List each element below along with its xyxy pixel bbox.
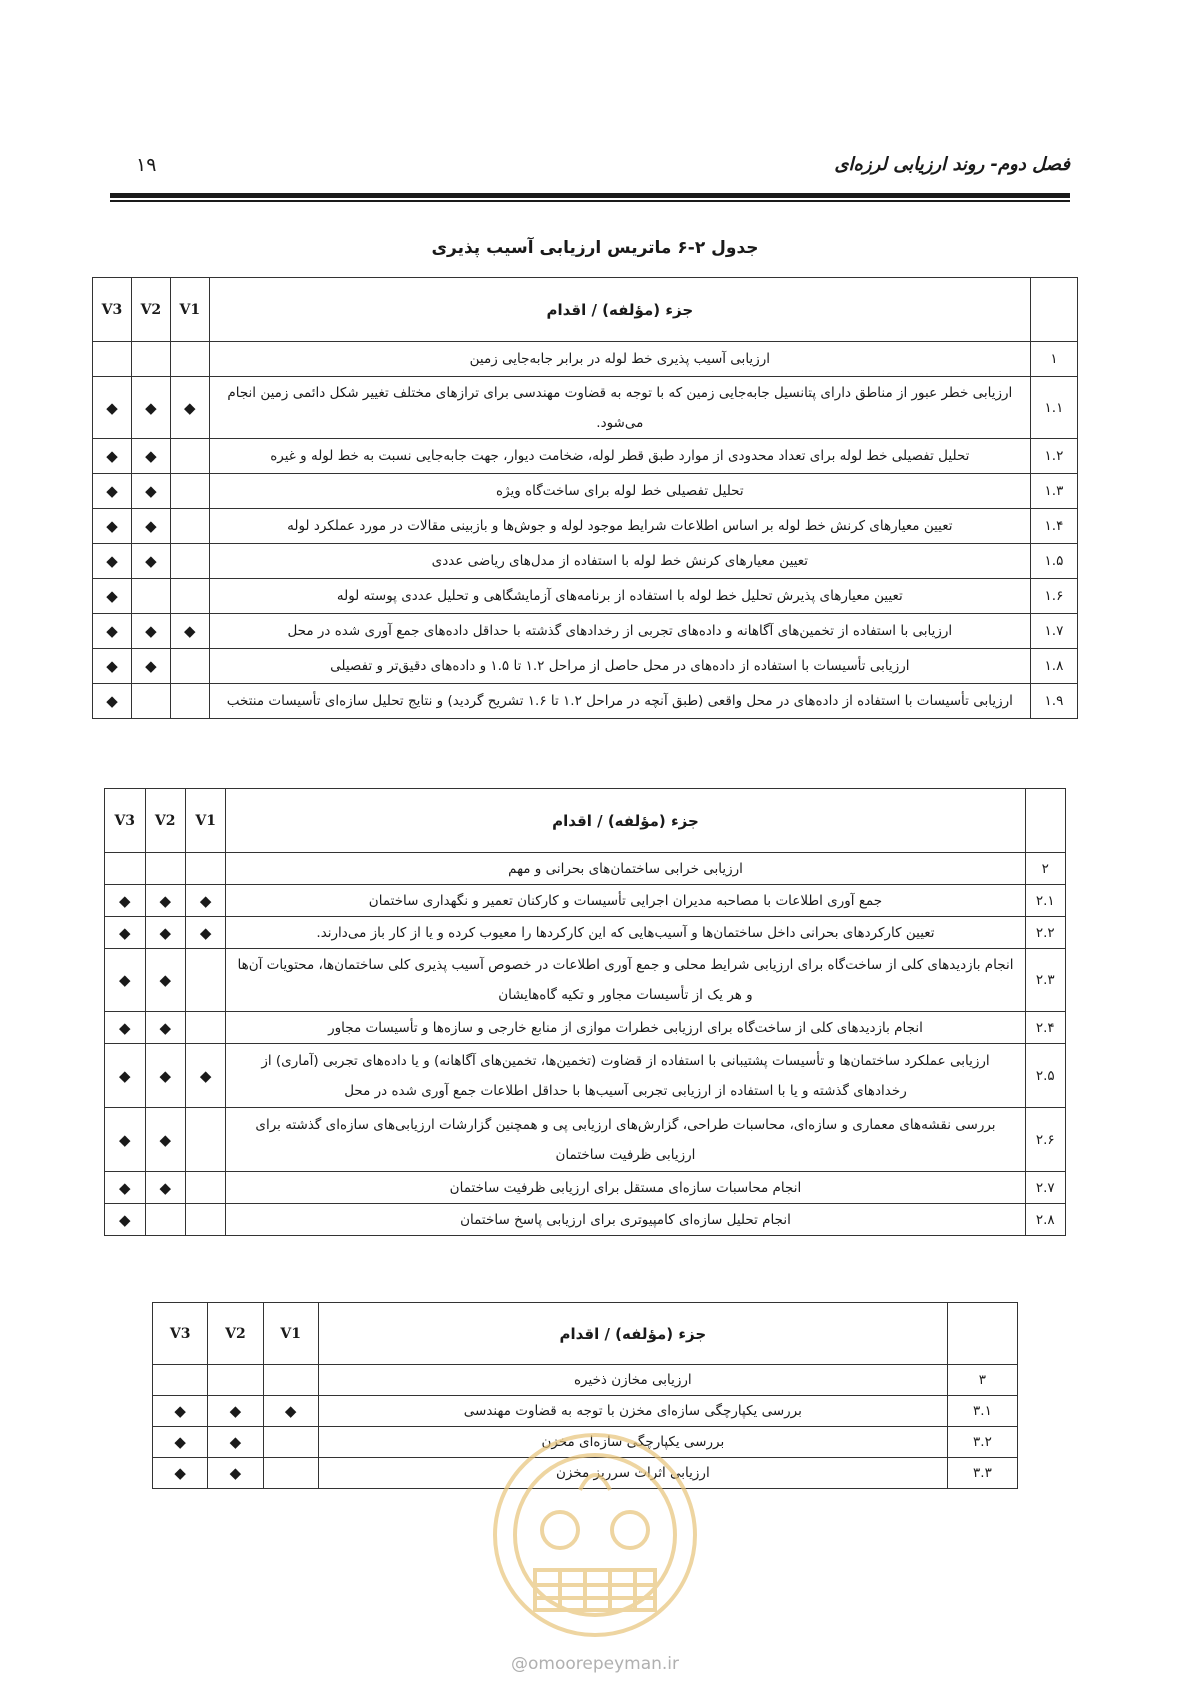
table-row [105,853,1066,885]
table-row [105,1204,1066,1236]
row-v3-cell [93,684,132,719]
diamond-mark-icon: ◆ [229,1402,242,1420]
row-description: انجام تحلیل سازه‌ای کامپیوتری برای ارزیابی پاسخ ساختمان [226,1204,1025,1236]
row-number: ۲.۸ [1025,1204,1065,1236]
table-row [93,509,1078,544]
row-v2-cell [208,1396,263,1427]
row-v1-cell [170,579,209,614]
header-v3-cell: V3 [105,789,146,853]
diamond-mark-icon: ◆ [159,1178,171,1197]
table-row [93,614,1078,649]
row-v3-cell [105,1204,146,1236]
row-v2-cell [131,649,170,684]
row-v3-cell [93,439,132,474]
header-rule-thin [110,200,1070,202]
row-v1-cell [263,1396,318,1427]
table-row [105,1044,1066,1108]
diamond-mark-icon: ◆ [174,1402,186,1420]
header-v3-cell: V3 [93,278,132,342]
table-row [105,1172,1066,1204]
row-v3-cell [93,579,132,614]
row-v2-cell [131,614,170,649]
diamond-mark-icon: ◆ [118,1210,131,1229]
row-v2-cell [131,474,170,509]
diamond-mark-icon: ◆ [229,1433,242,1451]
diamond-mark-icon: ◆ [145,482,157,500]
row-v2-cell [145,949,185,1012]
row-number: ۳.۱ [947,1396,1017,1427]
diamond-mark-icon: ◆ [118,1178,131,1197]
diamond-mark-icon: ◆ [106,447,118,465]
row-v1-cell [170,509,209,544]
row-v2-cell [145,853,185,885]
row-number: ۱.۷ [1030,614,1077,649]
row-v3-cell [93,377,132,439]
row-v2-cell [208,1458,263,1489]
diamond-mark-icon: ◆ [174,1433,186,1451]
row-description: جمع آوری اطلاعات با مصاحبه مدیران اجرایی تأسیسات و کارکنان تعمیر و نگهداری ساختمان [226,885,1025,917]
diamond-mark-icon: ◆ [118,971,131,989]
row-v2-cell [131,439,170,474]
page-number: ۱۹ [136,154,157,176]
diamond-mark-icon: ◆ [145,398,157,417]
matrix-table-1 [92,277,1078,719]
row-description: بررسی نقشه‌های معماری و سازه‌ای، محاسبات طراحی، گزارش‌های ارزیابی پی و همچنین گزارشات ارزیابی‌های سازه‌ای گذشته برای ارزیابی ظرفیت ساختمان [226,1108,1025,1172]
row-description: انجام بازدیدهای کلی از ساخت‌گاه برای ارزیابی خطرات موازی از منابع خارجی و سازه‌ها و تأسیسات مجاور [226,1012,1025,1044]
row-number: ۱.۶ [1030,579,1077,614]
header-v2-cell: V2 [208,1303,263,1365]
header-v2-cell: V2 [145,789,185,853]
row-v3-cell [105,949,146,1012]
row-number: ۲.۶ [1025,1108,1065,1172]
row-v2-cell [145,1204,185,1236]
row-v1-cell [170,377,209,439]
row-number: ۲ [1025,853,1065,885]
row-v3-cell [93,544,132,579]
row-v1-cell [185,1172,225,1204]
diamond-mark-icon: ◆ [159,923,171,942]
row-v1-cell [185,949,225,1012]
diamond-mark-icon: ◆ [199,891,212,910]
diamond-mark-icon: ◆ [145,517,157,535]
header-v1-cell: V1 [263,1303,318,1365]
row-v2-cell [131,684,170,719]
table-caption: جدول ۲-۶ ماتریس ارزیابی آسیب پذیری [431,238,759,258]
row-number: ۱ [1030,342,1077,377]
diamond-mark-icon: ◆ [184,622,196,640]
header-v2-cell: V2 [131,278,170,342]
watermark-seal-icon [480,1420,710,1650]
row-number: ۳.۲ [947,1427,1017,1458]
diamond-mark-icon: ◆ [284,1402,297,1420]
row-description: تحلیل تفصیلی خط لوله برای تعداد محدودی از موارد طبق قطر لوله، ضخامت دیوار، جهت جابه‌جایی نسبت به خط لوله و غیره [209,439,1030,474]
row-number: ۲.۷ [1025,1172,1065,1204]
table-row [93,544,1078,579]
row-v3-cell [93,509,132,544]
row-v1-cell [170,342,209,377]
row-v2-cell [145,1172,185,1204]
row-v1-cell [185,1108,225,1172]
row-v1-cell [185,1044,225,1108]
row-description: تعیین معیارهای کرنش خط لوله با استفاده از مدل‌های ریاضی عددی [209,544,1030,579]
row-description: بررسی یکپارچگی سازه‌ای مخزن [318,1427,947,1458]
row-v3-cell [105,1108,146,1172]
row-description: ارزیابی آسیب پذیری خط لوله در برابر جابه‌جایی زمین [209,342,1030,377]
row-v1-cell [170,649,209,684]
table-row [105,1108,1066,1172]
header-part-cell: جزء (مؤلفه) / اقدام [318,1303,947,1365]
header-v3-cell: V3 [153,1303,208,1365]
row-v1-cell [185,1204,225,1236]
row-v3-cell [93,342,132,377]
row-description: ارزیابی با استفاده از تخمین‌های آگاهانه و داده‌های تجربی از رخدادهای گذشته با حداقل داده‌های جمع آوری شده در محل [209,614,1030,649]
row-description: تعیین کارکردهای بحرانی داخل ساختمان‌ها و آسیب‌هایی که این کارکردها را معیوب کرده و یا از کار باز می‌دارند. [226,917,1025,949]
header-rule-thick [110,193,1070,198]
row-description: تعیین معیارهای پذیرش تحلیل خط لوله با استفاده از برنامه‌های آزمایشگاهی و تحلیل عددی پوسته لوله [209,579,1030,614]
header-v1-cell: V1 [170,278,209,342]
diamond-mark-icon: ◆ [106,657,118,675]
row-number: ۱.۲ [1030,439,1077,474]
header-number-cell [947,1303,1017,1365]
row-description: بررسی یکپارچگی سازه‌ای مخزن با توجه به قضاوت مهندسی [318,1396,947,1427]
row-number: ۱.۱ [1030,377,1077,439]
diamond-mark-icon: ◆ [145,447,157,465]
row-v2-cell [145,1012,185,1044]
row-description: انجام بازدیدهای کلی از ساخت‌گاه برای ارزیابی شرایط محلی و جمع آوری اطلاعات در خصوص آسیب پذیری کلی ساختمان‌ها، محتویات آن‌ها و هر یک از تأسیسات مجاور و تکیه گاه‌هایشان [226,949,1025,1012]
diamond-mark-icon: ◆ [106,482,118,500]
table-header-row [153,1303,1018,1365]
row-v2-cell [208,1365,263,1396]
row-v2-cell [145,1044,185,1108]
row-number: ۱.۳ [1030,474,1077,509]
diamond-mark-icon: ◆ [118,1066,131,1085]
diamond-mark-icon: ◆ [118,891,131,910]
row-number: ۱.۵ [1030,544,1077,579]
watermark-site: @omoorepeyman.ir [510,1654,680,1674]
row-v1-cell [263,1458,318,1489]
diamond-mark-icon: ◆ [159,1018,171,1037]
row-v3-cell [105,917,146,949]
row-description: ارزیابی مخازن ذخیره [318,1365,947,1396]
table-row [105,1012,1066,1044]
row-v1-cell [263,1427,318,1458]
row-description: ارزیابی عملکرد ساختمان‌ها و تأسیسات پشتیبانی با استفاده از قضاوت (تخمین‌ها، تخمین‌های آگاهانه) و یا داده‌های تجربی (آماری) از رخدادهای گذشته و یا با استفاده از ارزیابی تجربی آسیب‌ها با حداقل اطلاعات جمع آوری شده در محل [226,1044,1025,1108]
table-row [93,579,1078,614]
row-v1-cell [170,614,209,649]
row-v2-cell [145,1108,185,1172]
table-header-row [93,278,1078,342]
row-v3-cell [153,1458,208,1489]
row-description: ارزیابی خرابی ساختمان‌های بحرانی و مهم [226,853,1025,885]
row-number: ۱.۹ [1030,684,1077,719]
diamond-mark-icon: ◆ [159,891,171,910]
table-row [93,474,1078,509]
header-v1-cell: V1 [185,789,225,853]
table-row [105,949,1066,1012]
row-v2-cell [131,509,170,544]
diamond-mark-icon: ◆ [106,398,118,417]
table-row [93,649,1078,684]
table-row [93,342,1078,377]
table-row [93,377,1078,439]
table-row [93,439,1078,474]
row-number: ۲.۴ [1025,1012,1065,1044]
row-v2-cell [131,544,170,579]
diamond-mark-icon: ◆ [145,657,157,675]
row-v1-cell [185,1012,225,1044]
diamond-mark-icon: ◆ [159,1066,171,1085]
table-row [153,1365,1018,1396]
row-v1-cell [185,917,225,949]
diamond-mark-icon: ◆ [145,552,157,570]
row-v3-cell [93,614,132,649]
header-number-cell [1030,278,1077,342]
table-row [105,885,1066,917]
chapter-title: فصل دوم- روند ارزیابی لرزه‌ای [834,154,1070,175]
row-v3-cell [93,649,132,684]
diamond-mark-icon: ◆ [118,923,131,942]
table-row [105,917,1066,949]
row-number: ۲.۵ [1025,1044,1065,1108]
row-v2-cell [145,885,185,917]
diamond-mark-icon: ◆ [199,1066,212,1085]
row-v2-cell [208,1427,263,1458]
row-v3-cell [105,885,146,917]
diamond-mark-icon: ◆ [106,692,118,710]
row-v3-cell [105,1012,146,1044]
diamond-mark-icon: ◆ [106,517,118,535]
row-v1-cell [170,544,209,579]
row-number: ۱.۸ [1030,649,1077,684]
diamond-mark-icon: ◆ [106,622,118,640]
row-description: ارزیابی خطر عبور از مناطق دارای پتانسیل جابه‌جایی زمین که با توجه به قضاوت مهندسی برای ترازهای مختلف تغییر شکل دائمی زمین انجام می‌شود. [209,377,1030,439]
header-part-cell: جزء (مؤلفه) / اقدام [209,278,1030,342]
diamond-mark-icon: ◆ [199,923,212,942]
row-v1-cell [170,684,209,719]
row-v1-cell [185,853,225,885]
row-number: ۳.۳ [947,1458,1017,1489]
row-v3-cell [153,1427,208,1458]
row-v3-cell [105,1172,146,1204]
diamond-mark-icon: ◆ [118,1018,131,1037]
row-number: ۲.۲ [1025,917,1065,949]
row-description: ارزیابی تأسیسات با استفاده از داده‌های در محل حاصل از مراحل ۱.۲ تا ۱.۵ و داده‌های دقیق‌تر و تفصیلی [209,649,1030,684]
row-v2-cell [131,377,170,439]
diamond-mark-icon: ◆ [174,1464,186,1482]
row-v3-cell [105,853,146,885]
diamond-mark-icon: ◆ [106,552,118,570]
row-v1-cell [185,885,225,917]
row-v2-cell [131,579,170,614]
row-v1-cell [263,1365,318,1396]
header-number-cell [1025,789,1065,853]
diamond-mark-icon: ◆ [184,398,196,417]
row-number: ۳ [947,1365,1017,1396]
row-v3-cell [153,1396,208,1427]
row-v3-cell [153,1365,208,1396]
row-description: ارزیابی تأسیسات با استفاده از داده‌های در محل واقعی (طبق آنچه در مراحل ۱.۲ تا ۱.۶ تشریح گردید) و نتایج تحلیل سازه‌ای تأسیسات منتخب [209,684,1030,719]
row-v2-cell [131,342,170,377]
row-v1-cell [170,439,209,474]
row-v3-cell [105,1044,146,1108]
row-description: تعیین معیارهای کرنش خط لوله بر اساس اطلاعات شرایط موجود لوله و جوش‌ها و بازبینی مقالات در مورد عملکرد لوله [209,509,1030,544]
row-description: ارزیابی اثرات سرریز مخزن [318,1458,947,1489]
row-v3-cell [93,474,132,509]
diamond-mark-icon: ◆ [159,971,171,989]
row-description: تحلیل تفصیلی خط لوله برای ساخت‌گاه ویژه [209,474,1030,509]
row-v1-cell [170,474,209,509]
row-number: ۲.۱ [1025,885,1065,917]
diamond-mark-icon: ◆ [145,622,157,640]
row-number: ۱.۴ [1030,509,1077,544]
diamond-mark-icon: ◆ [106,587,118,605]
diamond-mark-icon: ◆ [159,1130,171,1149]
diamond-mark-icon: ◆ [118,1130,131,1149]
header-part-cell: جزء (مؤلفه) / اقدام [226,789,1025,853]
matrix-table-2 [104,788,1066,1236]
row-description: انجام محاسبات سازه‌ای مستقل برای ارزیابی ظرفیت ساختمان [226,1172,1025,1204]
row-v2-cell [145,917,185,949]
diamond-mark-icon: ◆ [229,1464,242,1482]
table-header-row [105,789,1066,853]
table-row [93,684,1078,719]
row-number: ۲.۳ [1025,949,1065,1012]
